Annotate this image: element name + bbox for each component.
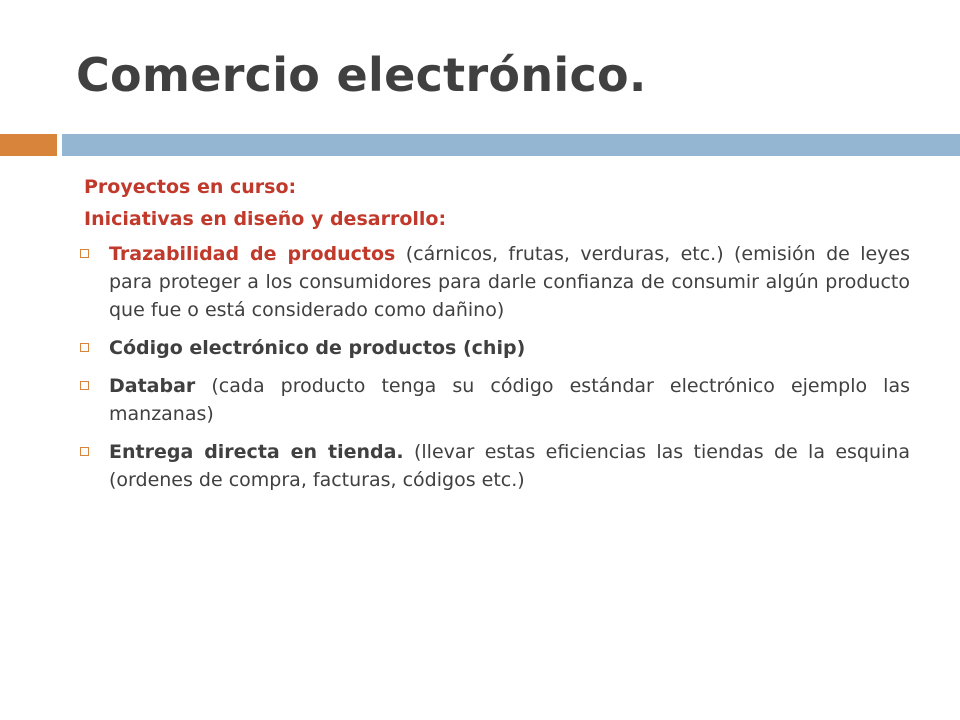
bullet-list: [80, 240, 910, 494]
square-bullet-icon: [80, 381, 89, 390]
item-lead: Entrega directa en tienda.: [109, 441, 404, 463]
square-bullet-icon: [80, 343, 89, 352]
heading-projects: Proyectos en curso:: [84, 176, 297, 198]
slide-content: [80, 176, 910, 504]
item-lead: Databar: [109, 375, 196, 397]
item-text: (llevar estas eficiencias las tiendas de la esquina (ordenes de compra, facturas, códigos etc.): [109, 441, 910, 491]
item-lead: Código electrónico de productos (chip): [109, 337, 526, 359]
slide-title: Comercio electrónico.: [76, 48, 647, 102]
list-item: [80, 372, 910, 428]
square-bullet-icon: [80, 447, 89, 456]
item-text: (cada producto tenga su código estándar electrónico ejemplo las manzanas): [109, 375, 910, 425]
item-lead: Trazabilidad de productos: [109, 243, 396, 265]
list-item: [80, 334, 910, 362]
list-item: [80, 438, 910, 494]
heading-initiatives: Iniciativas en diseño y desarrollo:: [84, 208, 447, 230]
square-bullet-icon: [80, 249, 89, 258]
list-item: [80, 240, 910, 324]
item-text: (cárnicos, frutas, verduras, etc.) (emisión de leyes para proteger a los consumidores para darle confianza de consumir algún producto que fue o está considerado como dañino): [109, 243, 911, 321]
title-divider-bar: [62, 134, 960, 156]
accent-bar: [0, 134, 57, 156]
